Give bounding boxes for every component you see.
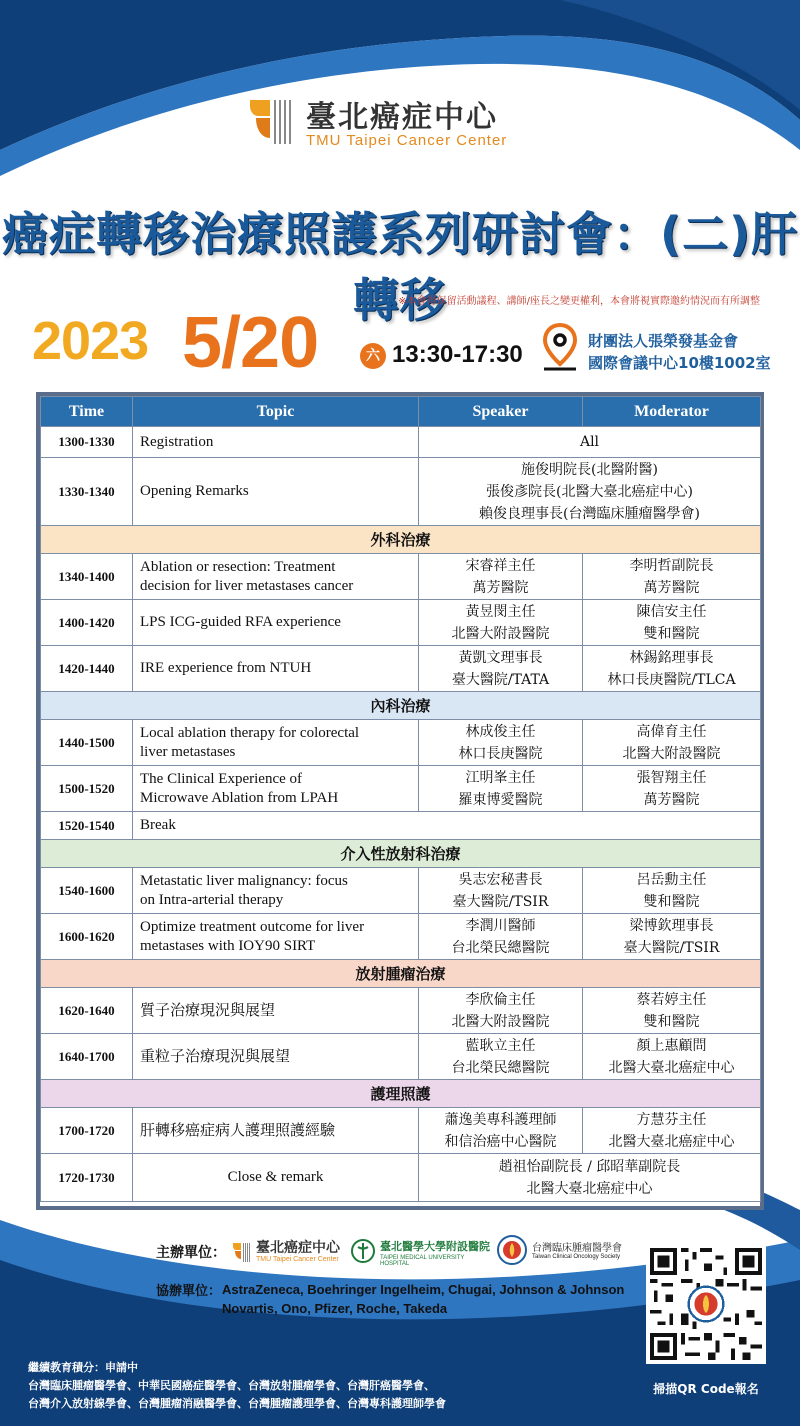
table-row	[41, 1034, 761, 1080]
table-row	[41, 646, 761, 692]
row-topic: IRE experience from NTUH	[133, 646, 419, 692]
host-label: 主辦單位：	[156, 1245, 226, 1261]
header-moderator: Moderator	[583, 397, 761, 427]
section-title: 外科治療	[41, 526, 761, 554]
table-row	[41, 868, 761, 914]
continuing-education-credits	[28, 1359, 446, 1413]
section-row-nursing	[41, 1080, 761, 1108]
row-time: 1300-1330	[41, 427, 133, 458]
row-speaker: 吳志宏秘書長 臺大醫院/TSIR	[419, 868, 583, 914]
registration-qr-code[interactable]	[646, 1244, 766, 1364]
cancer-center-small-logo-mark	[232, 1240, 252, 1264]
event-title: 癌症轉移治療照護系列研討會：(二)肝轉移	[1, 207, 799, 327]
row-time: 1330-1340	[41, 458, 133, 526]
row-moderator: 高偉育主任 北醫大附設醫院	[583, 720, 761, 766]
row-time: 1340-1400	[41, 554, 133, 600]
section-row-radiation	[41, 960, 761, 988]
table-header-row	[41, 397, 761, 427]
row-topic: Metastatic liver malignancy: focus on Intra-arterial therapy	[133, 868, 419, 914]
schedule-table	[40, 396, 761, 1202]
row-topic: 重粒子治療現況與展望	[133, 1034, 419, 1080]
cancer-center-logo	[248, 92, 568, 156]
event-time: 13:30-17:30	[392, 341, 523, 368]
row-speaker: 李潤川醫師 台北榮民總醫院	[419, 914, 583, 960]
row-speaker: 趙祖怡副院長 / 邱昭華副院長 北醫大臺北癌症中心	[419, 1154, 761, 1202]
venue-line-1: 財團法人張榮發基金會	[588, 332, 739, 350]
row-topic: LPS ICG-guided RFA experience	[133, 600, 419, 646]
section-title: 介入性放射科治療	[41, 840, 761, 868]
table-row	[41, 1108, 761, 1154]
row-time: 1500-1520	[41, 766, 133, 812]
credit-line-1: 繼續教育積分：申請中	[28, 1361, 138, 1374]
row-topic: Ablation or resection: Treatment decision for liver metastases cancer	[133, 554, 419, 600]
row-topic: Close & remark	[133, 1154, 419, 1202]
org2-name-en: TAIPEI MEDICAL UNIVERSITY HOSPITAL	[380, 1255, 465, 1267]
row-speaker: 藍耿立主任 台北榮民總醫院	[419, 1034, 583, 1080]
qr-caption: 掃描QR Code報名	[653, 1382, 759, 1396]
row-moderator: 方慧芬主任 北醫大臺北癌症中心	[583, 1108, 761, 1154]
header-time: Time	[41, 397, 133, 427]
row-speaker: 蕭逸美專科護理師 和信治癌中心醫院	[419, 1108, 583, 1154]
org3-name-zh: 台灣臨床腫瘤醫學會	[532, 1243, 622, 1254]
table-row	[41, 812, 761, 840]
row-moderator: 呂岳勳主任 雙和醫院	[583, 868, 761, 914]
row-time: 1540-1600	[41, 868, 133, 914]
org3-name-en: Taiwan Clinical Oncology Society	[532, 1254, 621, 1260]
row-moderator: 蔡若婷主任 雙和醫院	[583, 988, 761, 1034]
event-year: 2023	[32, 311, 149, 371]
row-time: 1440-1500	[41, 720, 133, 766]
table-row	[41, 458, 761, 526]
event-venue	[588, 330, 771, 374]
header-topic: Topic	[133, 397, 419, 427]
table-row	[41, 427, 761, 458]
disclaimer-note: ※本會得保留活動議程、講師/座長之變更權利，本會將視實際邀約情況而有所調整	[398, 296, 760, 307]
row-speaker: 江明峯主任 羅東博愛醫院	[419, 766, 583, 812]
row-moderator: 李明哲副院長 萬芳醫院	[583, 554, 761, 600]
credit-line-2: 台灣臨床腫瘤醫學會、中華民國癌症醫學會、台灣放射腫瘤學會、台灣肝癌醫學會、	[28, 1379, 435, 1392]
row-speaker: All	[419, 427, 761, 458]
row-time: 1700-1720	[41, 1108, 133, 1154]
logo-name-en: TMU Taipei Cancer Center	[306, 132, 508, 149]
section-row-interventional	[41, 840, 761, 868]
host-logo-tmu-hospital	[350, 1236, 490, 1270]
logo-name-zh: 臺北癌症中心	[306, 100, 498, 135]
header-speaker: Speaker	[419, 397, 583, 427]
row-moderator: 張智翔主任 萬芳醫院	[583, 766, 761, 812]
table-row	[41, 766, 761, 812]
co-organizer-label: 協辦單位：	[156, 1284, 222, 1299]
row-topic: Optimize treatment outcome for liver metastases with IOY90 SIRT	[133, 914, 419, 960]
row-speaker: 黃凱文理事長 臺大醫院/TATA	[419, 646, 583, 692]
org2-name-zh: 臺北醫學大學附設醫院	[380, 1240, 490, 1253]
row-moderator: 顏上惠顧問 北醫大臺北癌症中心	[583, 1034, 761, 1080]
event-date: 5/20	[182, 303, 319, 383]
row-time: 1720-1730	[41, 1154, 133, 1202]
host-logo-taiwan-oncology-society	[496, 1233, 632, 1269]
row-topic: Opening Remarks	[133, 458, 419, 526]
row-time: 1420-1440	[41, 646, 133, 692]
row-speaker: 宋睿祥主任 萬芳醫院	[419, 554, 583, 600]
table-row	[41, 554, 761, 600]
row-moderator: 梁博欽理事長 臺大醫院/TSIR	[583, 914, 761, 960]
table-row	[41, 600, 761, 646]
co-organizer-line-1: AstraZeneca, Boehringer Ingelheim, Chugai, Johnson & Johnson	[222, 1282, 625, 1297]
row-time: 1640-1700	[41, 1034, 133, 1080]
row-topic: The Clinical Experience of Microwave Ablation from LPAH	[133, 766, 419, 812]
row-topic: 肝轉移癌症病人護理照護經驗	[133, 1108, 419, 1154]
row-topic: Break	[133, 812, 761, 840]
location-pin-icon	[540, 322, 580, 372]
tmu-hospital-emblem-icon	[350, 1238, 376, 1264]
credit-line-3: 台灣介入放射線學會、台灣腫瘤消融醫學會、台灣腫瘤護理學會、台灣專科護理師學會	[28, 1397, 446, 1410]
org1-name-en: TMU Taipei Cancer Center	[256, 1256, 339, 1263]
row-moderator: 林錫銘理事長 林口長庚醫院/TLCA	[583, 646, 761, 692]
row-time: 1600-1620	[41, 914, 133, 960]
event-weekday-badge: 六	[360, 343, 386, 369]
table-row	[41, 720, 761, 766]
co-organizer-list	[222, 1280, 632, 1318]
co-organizer-line-2: Novartis, Ono, Pfizer, Roche, Takeda	[222, 1301, 448, 1316]
oncology-society-emblem-icon	[496, 1234, 528, 1266]
table-row	[41, 1154, 761, 1202]
row-speaker: 黃昱閔主任 北醫大附設醫院	[419, 600, 583, 646]
row-speaker: 李欣倫主任 北醫大附設醫院	[419, 988, 583, 1034]
row-topic: Registration	[133, 427, 419, 458]
speaker-line: 施俊明院長(北醫附醫)	[521, 461, 658, 478]
section-title: 內科治療	[41, 692, 761, 720]
row-topic: 質子治療現況與展望	[133, 988, 419, 1034]
row-moderator: 陳信安主任 雙和醫院	[583, 600, 761, 646]
org1-name-zh: 臺北癌症中心	[256, 1240, 340, 1256]
row-time: 1520-1540	[41, 812, 133, 840]
section-row-surgery	[41, 526, 761, 554]
speaker-line: 張俊彥院長(北醫大臺北癌症中心)	[486, 483, 693, 500]
table-row	[41, 988, 761, 1034]
section-title: 放射腫瘤治療	[41, 960, 761, 988]
host-logo-cancer-center	[232, 1236, 344, 1270]
row-speaker: 林成俊主任 林口長庚醫院	[419, 720, 583, 766]
row-time: 1620-1640	[41, 988, 133, 1034]
row-topic: Local ablation therapy for colorectal liver metastases	[133, 720, 419, 766]
section-row-medicine	[41, 692, 761, 720]
speaker-line: 賴俊良理事長(台灣臨床腫瘤醫學會)	[479, 505, 700, 522]
schedule-table-frame	[36, 392, 764, 1210]
section-title: 護理照護	[41, 1080, 761, 1108]
venue-line-2: 國際會議中心10樓1002室	[588, 354, 771, 372]
cancer-center-logo-mark	[248, 94, 296, 150]
row-time: 1400-1420	[41, 600, 133, 646]
table-row	[41, 914, 761, 960]
row-speaker	[419, 458, 761, 526]
